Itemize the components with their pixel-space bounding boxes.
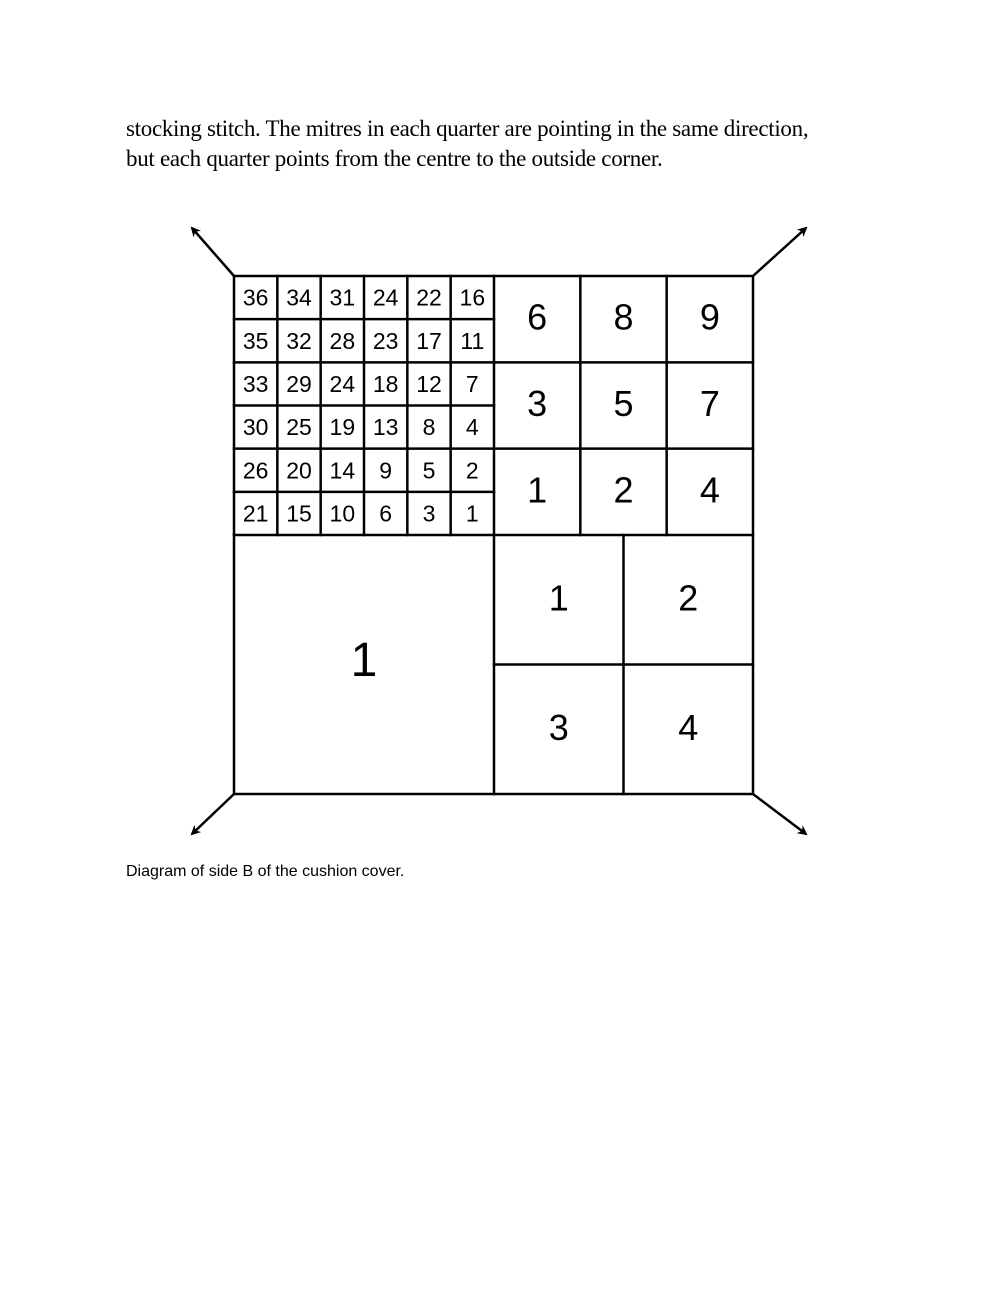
- tr-cell-number: 2: [613, 469, 634, 511]
- tl-cell-number: 9: [379, 457, 393, 484]
- tl-cell-number: 36: [242, 284, 269, 311]
- tl-cell-number: 7: [465, 370, 479, 397]
- tl-cell-number: 33: [242, 370, 269, 397]
- tl-cell-number: 32: [286, 327, 312, 354]
- bl-cell-number: 1: [350, 634, 378, 687]
- tl-cell-number: 4: [465, 414, 479, 441]
- tl-cell-number: 15: [286, 500, 312, 527]
- tl-cell-number: 16: [459, 284, 486, 311]
- tr-cell-number: 1: [527, 469, 548, 511]
- tl-cell-number: 23: [372, 327, 399, 354]
- tl-cell-number: 1: [465, 500, 479, 527]
- tl-cell-number: 28: [329, 327, 356, 354]
- paragraph-line-2: but each quarter points from the centre to the outside corner.: [126, 146, 663, 171]
- tl-cell-number: 6: [379, 500, 393, 527]
- tr-cell-number: 8: [613, 296, 634, 338]
- tr-cell-number: 5: [613, 383, 634, 424]
- tr-cell-number: 9: [699, 296, 720, 338]
- br-cell-number: 3: [548, 706, 569, 748]
- tl-cell-number: 14: [329, 457, 356, 484]
- tl-cell-number: 25: [286, 414, 312, 441]
- tl-cell-number: 12: [416, 370, 442, 397]
- tr-cell-number: 4: [699, 469, 720, 511]
- tl-cell-number: 3: [422, 500, 436, 527]
- tr-cell-number: 7: [699, 383, 720, 424]
- br-cell-number: 1: [548, 577, 569, 619]
- tl-cell-number: 22: [416, 284, 442, 311]
- tl-cell-number: 20: [286, 457, 312, 484]
- arrow-north-west: [192, 228, 234, 276]
- br-cell-number: 2: [678, 577, 699, 619]
- arrow-north-east: [753, 228, 806, 276]
- diagram-caption: Diagram of side B of the cushion cover.: [126, 863, 405, 880]
- tl-cell-number: 26: [242, 457, 269, 484]
- paragraph-line-1: stocking stitch. The mitres in each quarter are pointing in the same direction,: [126, 116, 809, 141]
- tl-cell-number: 24: [329, 370, 356, 397]
- tl-cell-number: 35: [242, 327, 269, 354]
- tl-cell-number: 2: [465, 457, 479, 484]
- diagram-labels: [243, 285, 720, 748]
- tl-cell-number: 13: [372, 414, 399, 441]
- arrow-south-east: [753, 794, 806, 834]
- tl-cell-number: 5: [422, 457, 436, 484]
- tl-cell-number: 11: [460, 327, 485, 354]
- arrow-south-west: [192, 794, 234, 834]
- tl-cell-number: 18: [372, 370, 399, 397]
- tr-cell-number: 3: [527, 383, 548, 424]
- tl-cell-number: 31: [329, 284, 356, 311]
- tl-cell-number: 34: [286, 284, 312, 311]
- tl-cell-number: 17: [416, 327, 442, 354]
- tl-cell-number: 24: [372, 284, 399, 311]
- tl-cell-number: 21: [242, 500, 269, 527]
- br-cell-number: 4: [678, 706, 699, 748]
- tl-cell-number: 29: [286, 370, 312, 397]
- tl-cell-number: 8: [422, 414, 436, 441]
- tr-cell-number: 6: [527, 296, 548, 338]
- tl-cell-number: 30: [242, 414, 269, 441]
- tl-cell-number: 10: [329, 500, 356, 527]
- diagram-structure: [234, 276, 753, 794]
- tl-cell-number: 19: [329, 414, 356, 441]
